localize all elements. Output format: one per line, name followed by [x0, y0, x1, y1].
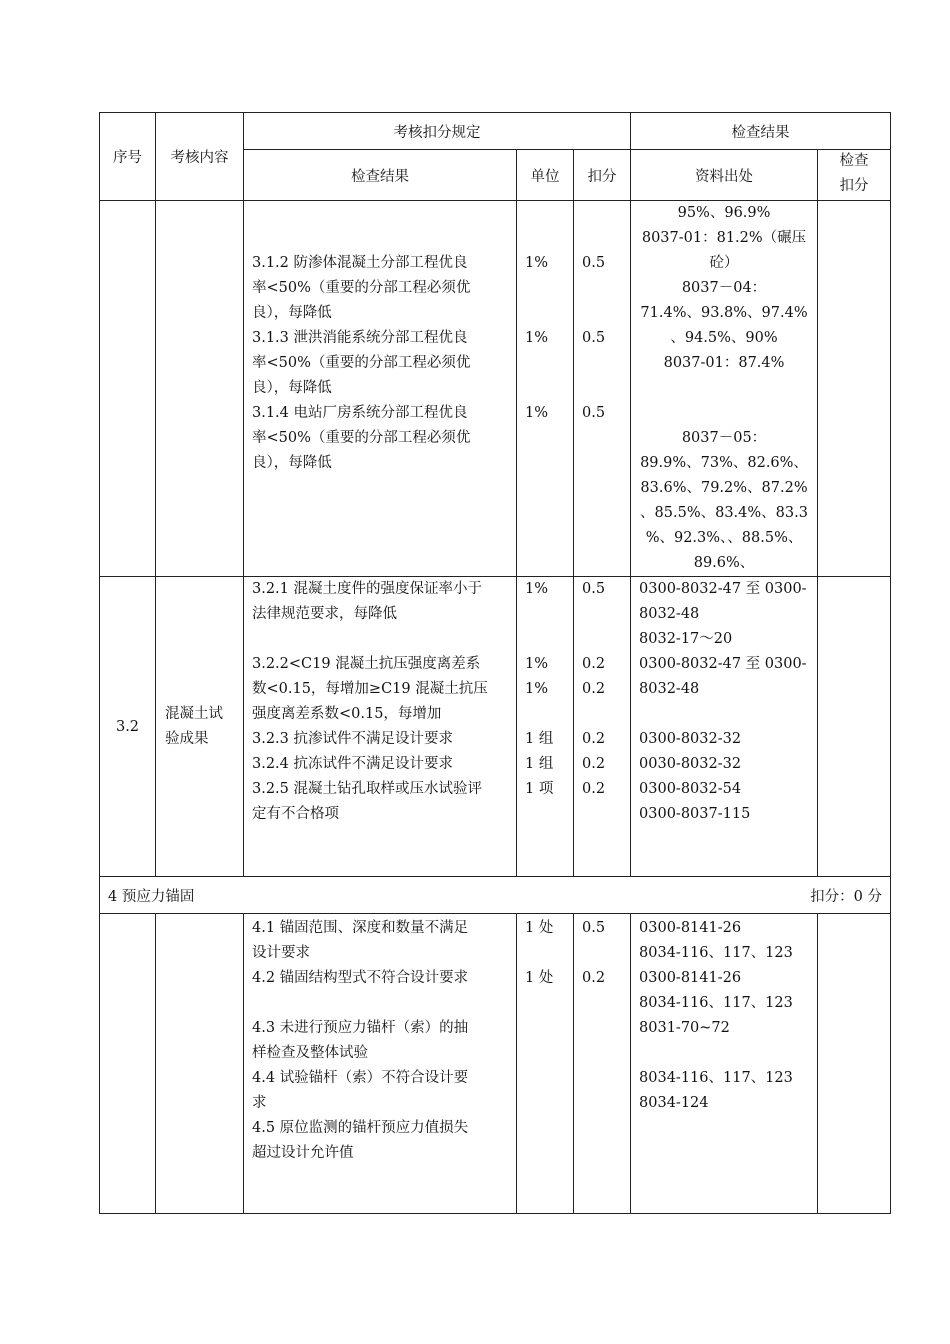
rule-line: 强度离差系数<0.15，每增加 — [252, 706, 442, 722]
unit-value — [525, 226, 565, 251]
deduct-value — [582, 351, 622, 376]
deduct-value — [582, 201, 622, 226]
row-3-2-units — [517, 577, 574, 877]
unit-value — [525, 376, 565, 401]
unit-value: 1% — [525, 255, 549, 271]
rule-line: 3.1.3 泄洪消能系统分部工程优良 — [252, 330, 468, 346]
rule-line: 3.2.1 混凝土度件的强度保证率小于 — [252, 581, 483, 597]
header-source: 资料出处 — [631, 150, 818, 201]
row-3-2-deducts — [574, 577, 631, 877]
section-4-title: 4 预应力锚固 — [108, 888, 195, 905]
source-line: 8034-116、117、123 — [639, 945, 793, 961]
rule-line — [252, 201, 508, 226]
rule-line: 率<50%（重要的分部工程必须优 — [252, 430, 471, 446]
unit-value: 1 项 — [525, 781, 554, 797]
row-4-deducts — [574, 914, 631, 1214]
rule-line: 数<0.15，每增加≥C19 混凝土抗压 — [252, 681, 488, 697]
rule-line: 率<50%（重要的分部工程必须优 — [252, 355, 471, 371]
rule-line: 3.2.2<C19 混凝土抗压强度离差系 — [252, 656, 481, 672]
header-rules-group: 考核扣分规定 — [244, 113, 631, 150]
rule-line: 3.2.5 混凝土钻孔取样或压水试验评 — [252, 781, 483, 797]
source-line: 83.6%、79.2%、87.2% — [640, 480, 808, 496]
deduct-value — [582, 627, 622, 652]
rule-line: 法律规范要求，每降低 — [252, 606, 397, 622]
rule-line: 求 — [252, 1095, 267, 1111]
unit-value: 1 组 — [525, 731, 554, 747]
unit-value: 1% — [525, 330, 549, 346]
rule-line: 设计要求 — [252, 945, 310, 961]
deduct-value — [582, 376, 622, 401]
rule-line — [252, 226, 508, 251]
source-line — [637, 376, 811, 401]
row-4-content — [156, 914, 244, 1214]
rule-line — [252, 991, 508, 1016]
source-line: 8031-70~72 — [639, 1020, 730, 1036]
deduct-value — [582, 301, 622, 326]
deduct-value: 0.2 — [582, 781, 606, 797]
source-line: 89.6%、 — [693, 555, 755, 571]
unit-value: 1% — [525, 405, 549, 421]
rule-line: 超过设计允许值 — [252, 1145, 354, 1161]
deduct-value: 0.2 — [582, 970, 606, 986]
source-line: 8037-01：81.2%（碾压 — [641, 230, 807, 246]
unit-value: 1% — [525, 656, 549, 672]
source-line: 8032-17～20 — [639, 631, 733, 647]
source-line: 8037－05： — [681, 430, 767, 446]
deduct-value — [582, 226, 622, 251]
deduct-value — [582, 702, 622, 727]
source-line: 0300-8032-32 — [639, 731, 742, 747]
row-3-1-sources — [631, 201, 818, 577]
rule-line: 良），每降低 — [252, 305, 332, 321]
source-line: 8034-116、117、123 — [639, 995, 793, 1011]
source-line: 8037-01：87.4% — [663, 355, 785, 371]
unit-value — [525, 201, 565, 226]
unit-value: 1% — [525, 581, 549, 597]
unit-value — [525, 941, 565, 966]
header-seq: 序号 — [100, 113, 156, 201]
rule-line: 4.3 未进行预应力锚杆（索）的抽 — [252, 1020, 469, 1036]
content-line: 混凝土试 — [165, 705, 223, 722]
source-line: 8034-124 — [639, 1095, 709, 1111]
source-line: 0300-8037-115 — [639, 806, 751, 822]
section-4-header — [100, 877, 891, 914]
row-3-2-check-deduct — [818, 577, 891, 877]
source-line: 8034-116、117、123 — [639, 1070, 793, 1086]
rule-line: 定有不合格项 — [252, 806, 339, 822]
row-3-1-units — [517, 201, 574, 577]
deduct-value: 0.2 — [582, 681, 606, 697]
unit-value — [525, 301, 565, 326]
row-3-1-content — [156, 201, 244, 577]
source-line — [639, 702, 809, 727]
header-check-deduct-line1: 检查 — [839, 153, 869, 169]
header-unit: 单位 — [517, 150, 574, 201]
source-line: 0300-8032-47 至 0300- — [639, 581, 807, 597]
row-3-1-rules — [244, 201, 517, 577]
unit-value — [525, 351, 565, 376]
deduct-value: 0.2 — [582, 656, 606, 672]
source-line — [639, 1041, 809, 1066]
source-line: 、85.5%、83.4%、83.3 — [640, 505, 808, 521]
source-line: 71.4%、93.8%、97.4% — [640, 305, 808, 321]
rule-line: 3.1.2 防渗体混凝土分部工程优良 — [252, 255, 468, 271]
header-deduct: 扣分 — [574, 150, 631, 201]
deduct-value: 0.5 — [582, 255, 606, 271]
source-line: %、92.3%、、88.5%、 — [645, 530, 803, 546]
rule-line — [252, 627, 508, 652]
source-line: 0030-8032-32 — [639, 756, 742, 772]
rule-line: 4.4 试验锚杆（索）不符合设计要 — [252, 1070, 469, 1086]
rule-line: 率<50%（重要的分部工程必须优 — [252, 280, 471, 296]
deduct-value: 0.2 — [582, 731, 606, 747]
source-line: 0300-8032-47 至 0300- — [639, 656, 807, 672]
source-line: 89.9%、73%、82.6%、 — [640, 455, 808, 471]
unit-value — [525, 627, 565, 652]
row-3-2-seq: 3.2 — [100, 577, 156, 877]
deduct-value — [582, 276, 622, 301]
deduct-value: 0.5 — [582, 330, 606, 346]
row-3-2-content — [156, 577, 244, 877]
rule-line: 良），每降低 — [252, 455, 332, 471]
row-4-rules — [244, 914, 517, 1214]
source-line: 砼） — [709, 255, 739, 271]
unit-value: 1 处 — [525, 920, 554, 936]
rule-line: 3.1.4 电站厂房系统分部工程优良 — [252, 405, 468, 421]
row-4-units — [517, 914, 574, 1214]
row-3-2-rules — [244, 577, 517, 877]
source-line: 95%、96.9% — [677, 205, 771, 221]
source-line: 8032-48 — [639, 606, 700, 622]
content-line: 验成果 — [165, 730, 209, 747]
header-check-deduct — [818, 150, 891, 201]
unit-value — [525, 276, 565, 301]
row-3-1-check-deduct — [818, 201, 891, 577]
header-result-group: 检查结果 — [631, 113, 891, 150]
rule-line: 4.1 锚固范围、深度和数量不满足 — [252, 920, 469, 936]
source-line: 0300-8141-26 — [639, 970, 742, 986]
row-4-sources — [631, 914, 818, 1214]
deduct-value — [582, 941, 622, 966]
deduct-value: 0.2 — [582, 756, 606, 772]
unit-value: 1 组 — [525, 756, 554, 772]
assessment-table-sheet — [99, 112, 891, 1214]
deduct-value: 0.5 — [582, 581, 606, 597]
source-line — [637, 401, 811, 426]
row-4-seq — [100, 914, 156, 1214]
rule-line: 良），每降低 — [252, 380, 332, 396]
assessment-table — [99, 112, 891, 1214]
row-3-1-deducts — [574, 201, 631, 577]
row-4-check-deduct — [818, 914, 891, 1214]
source-line: 0300-8032-54 — [639, 781, 742, 797]
deduct-value: 0.5 — [582, 405, 606, 421]
rule-line: 4.5 原位监测的锚杆预应力值损失 — [252, 1120, 469, 1136]
header-check-deduct-line2: 扣分 — [839, 178, 869, 194]
row-3-1-seq — [100, 201, 156, 577]
unit-value — [525, 702, 565, 727]
row-3-2-sources — [631, 577, 818, 877]
rule-line: 样检查及整体试验 — [252, 1045, 368, 1061]
source-line: 、94.5%、90% — [670, 330, 778, 346]
rule-line: 3.2.4 抗冻试件不满足设计要求 — [252, 756, 454, 772]
deduct-value — [582, 602, 622, 627]
rule-line: 4.2 锚固结构型式不符合设计要求 — [252, 970, 469, 986]
unit-value: 1% — [525, 681, 549, 697]
source-line: 8032-48 — [639, 681, 700, 697]
rule-line: 3.2.3 抗渗试件不满足设计要求 — [252, 731, 454, 747]
source-line: 8037－04： — [681, 280, 767, 296]
header-content: 考核内容 — [156, 113, 244, 201]
deduct-value: 0.5 — [582, 920, 606, 936]
header-check-result: 检查结果 — [244, 150, 517, 201]
unit-value: 1 处 — [525, 970, 554, 986]
unit-value — [525, 602, 565, 627]
source-line: 0300-8141-26 — [639, 920, 742, 936]
section-4-score: 扣分：0 分 — [810, 888, 883, 905]
